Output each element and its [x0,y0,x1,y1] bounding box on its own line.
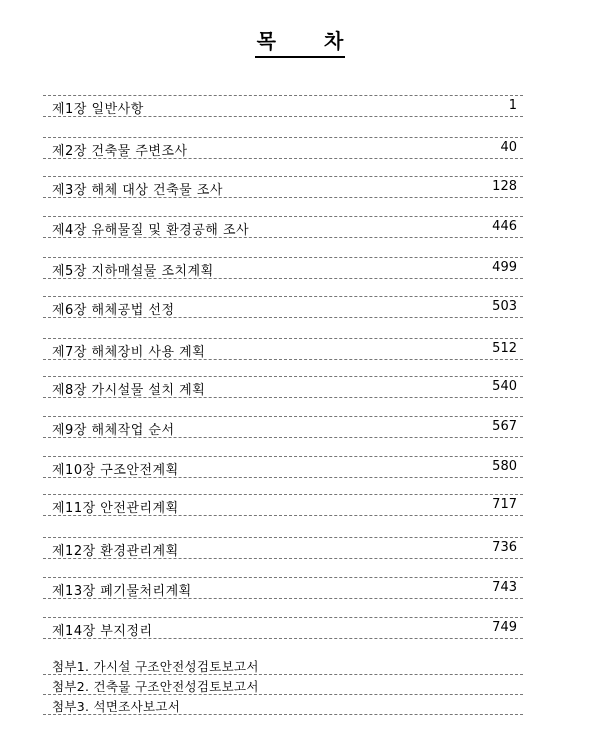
toc-chapter-label: 제11장 안전관리계획 [52,501,179,516]
toc-chapter-label: 제5장 지하매설물 조치계획 [52,264,214,279]
toc-row[interactable] [43,376,523,398]
toc-attachment[interactable] [43,677,523,695]
toc-attachment-label: 첨부3. 석면조사보고서 [52,699,181,714]
toc-page-number: 567 [492,419,517,434]
toc-row[interactable] [43,176,523,198]
toc-chapter-label: 제8장 가시설물 설치 계획 [52,383,206,398]
toc-chapter-label: 제12장 환경관리계획 [52,544,179,559]
toc-row[interactable] [43,257,523,279]
toc-page-number: 446 [492,219,517,234]
title-part-1: 목 [256,29,276,53]
toc-chapter-label: 제10장 구조안전계획 [52,463,179,478]
toc-row[interactable] [43,296,523,318]
toc-chapter-label: 제13장 폐기물처리계획 [52,584,192,599]
toc-row[interactable] [43,617,523,639]
toc-row[interactable] [43,338,523,360]
toc-page-number: 499 [492,260,517,275]
toc-row[interactable] [43,216,523,238]
toc-chapter-label: 제6장 해체공법 선정 [52,303,175,318]
toc-chapter-label: 제2장 건축물 주변조사 [52,144,188,159]
toc-attachment[interactable] [43,697,523,715]
toc-attachment-label: 첨부2. 건축물 구조안전성검토보고서 [52,679,259,694]
page-title [0,25,600,58]
toc-row[interactable] [43,456,523,478]
toc-row[interactable] [43,137,523,159]
toc-row[interactable] [43,416,523,438]
toc-page-number: 503 [492,299,517,314]
toc-attachment-label: 첨부1. 가시설 구조안전성검토보고서 [52,659,259,674]
toc-page-number: 540 [492,379,517,394]
toc-row[interactable] [43,537,523,559]
toc-row[interactable] [43,494,523,516]
toc-page-number: 717 [492,497,517,512]
toc-chapter-label: 제1장 일반사항 [52,102,144,117]
toc-page-number: 736 [492,540,517,555]
toc-page-number: 749 [492,620,517,635]
toc-chapter-label: 제7장 해체장비 사용 계획 [52,345,206,360]
toc-row[interactable] [43,577,523,599]
toc-chapter-label: 제3장 해체 대상 건축물 조사 [52,183,223,198]
toc-chapter-label: 제14장 부지정리 [52,624,153,639]
page-title-text [255,25,346,58]
toc-page-number: 40 [500,140,517,155]
toc-page-number: 580 [492,459,517,474]
title-part-2: 차 [324,29,344,53]
toc-row[interactable] [43,95,523,117]
toc-chapter-label: 제9장 해체작업 순서 [52,423,175,438]
toc-attachment[interactable] [43,657,523,675]
toc-page-number: 1 [508,98,517,113]
toc-chapter-label: 제4장 유해물질 및 환경공해 조사 [52,223,250,238]
toc-page-number: 128 [492,179,517,194]
toc-page-number: 512 [492,341,517,356]
toc-page-number: 743 [492,580,517,595]
